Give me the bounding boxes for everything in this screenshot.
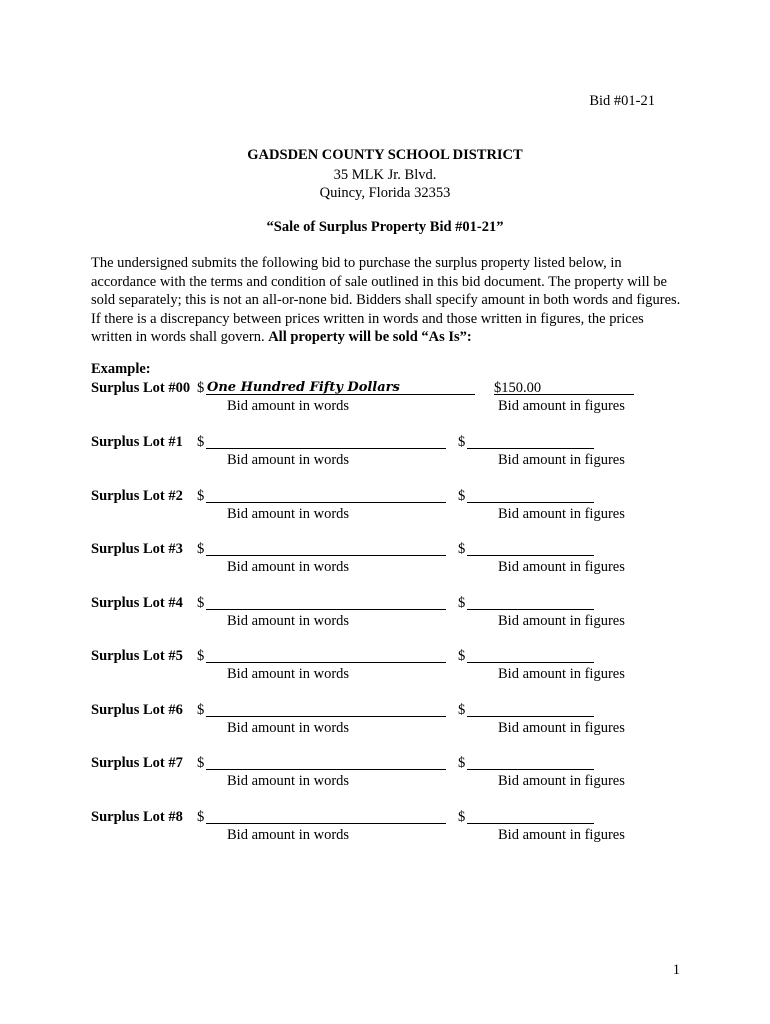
bid-figures-field[interactable] — [467, 555, 594, 556]
example-dollar-sign: $ — [197, 380, 205, 396]
words-dollar-sign: $ — [197, 488, 205, 504]
bid-figures-field[interactable] — [467, 716, 594, 717]
surplus-lot-row — [91, 595, 671, 635]
words-caption: Bid amount in words — [227, 613, 350, 629]
intro-bold-text: All property will be sold “As Is”: — [268, 329, 472, 346]
example-label: Example: — [91, 361, 151, 377]
figures-dollar-sign: $ — [458, 595, 466, 611]
surplus-lot-row — [91, 702, 671, 742]
bid-words-field[interactable] — [206, 555, 446, 556]
bid-figures-field[interactable] — [467, 609, 594, 610]
words-dollar-sign: $ — [197, 434, 205, 450]
example-words-value: One Hundred Fifty Dollars — [207, 380, 400, 395]
bid-words-field[interactable] — [206, 769, 446, 770]
figures-dollar-sign: $ — [458, 648, 466, 664]
bid-figures-field[interactable] — [467, 662, 594, 663]
surplus-lot-row — [91, 488, 671, 528]
document-title: “Sale of Surplus Property Bid #01-21” — [266, 219, 504, 235]
lot-name: Surplus Lot #5 — [91, 648, 183, 664]
lot-name: Surplus Lot #8 — [91, 809, 183, 825]
example-figures-caption: Bid amount in figures — [498, 398, 625, 414]
words-caption: Bid amount in words — [227, 559, 350, 575]
intro-text: The undersigned submits the following bid to purchase the surplus property listed below, in accordance with the terms and condition of sale outlined in this bid document. The property will be sold separately; this is not an all-or-none bid. Bidders shall specify amount in both words and figures. If there is a discrepancy between prices written in words and those written in figures, the prices written in words shall govern. — [91, 255, 681, 346]
figures-caption: Bid amount in figures — [498, 773, 625, 789]
surplus-lot-row — [91, 648, 671, 688]
lot-name: Surplus Lot #2 — [91, 488, 183, 504]
page-number: 1 — [672, 962, 680, 978]
intro-paragraph — [91, 254, 681, 347]
figures-dollar-sign: $ — [458, 702, 466, 718]
figures-caption: Bid amount in figures — [498, 506, 625, 522]
figures-caption: Bid amount in figures — [498, 452, 625, 468]
words-dollar-sign: $ — [197, 755, 205, 771]
figures-caption: Bid amount in figures — [498, 827, 625, 843]
lot-name: Surplus Lot #7 — [91, 755, 183, 771]
example-figures-value: $150.00 — [494, 380, 542, 396]
words-caption: Bid amount in words — [227, 827, 350, 843]
figures-dollar-sign: $ — [458, 755, 466, 771]
bid-words-field[interactable] — [206, 823, 446, 824]
figures-dollar-sign: $ — [458, 434, 466, 450]
figures-dollar-sign: $ — [458, 809, 466, 825]
words-caption: Bid amount in words — [227, 773, 350, 789]
bid-words-field[interactable] — [206, 662, 446, 663]
lot-name: Surplus Lot #6 — [91, 702, 183, 718]
bid-figures-field[interactable] — [467, 502, 594, 503]
bid-figures-field[interactable] — [467, 769, 594, 770]
bid-words-field[interactable] — [206, 609, 446, 610]
words-caption: Bid amount in words — [227, 452, 350, 468]
figures-caption: Bid amount in figures — [498, 559, 625, 575]
words-caption: Bid amount in words — [227, 506, 350, 522]
organization-name: GADSDEN COUNTY SCHOOL DISTRICT — [247, 147, 523, 163]
words-caption: Bid amount in words — [227, 666, 350, 682]
lot-name: Surplus Lot #1 — [91, 434, 183, 450]
bid-words-field[interactable] — [206, 716, 446, 717]
example-words-caption: Bid amount in words — [227, 398, 350, 414]
example-lot-name: Surplus Lot #00 — [91, 380, 191, 396]
words-dollar-sign: $ — [197, 648, 205, 664]
surplus-lot-row — [91, 541, 671, 581]
surplus-lot-row — [91, 434, 671, 474]
figures-dollar-sign: $ — [458, 541, 466, 557]
figures-caption: Bid amount in figures — [498, 666, 625, 682]
bid-number: Bid #01-21 — [589, 93, 655, 109]
figures-caption: Bid amount in figures — [498, 613, 625, 629]
figures-caption: Bid amount in figures — [498, 720, 625, 736]
bid-words-field[interactable] — [206, 448, 446, 449]
lot-name: Surplus Lot #4 — [91, 595, 183, 611]
bid-figures-field[interactable] — [467, 823, 594, 824]
address-line-2: Quincy, Florida 32353 — [319, 185, 451, 201]
words-dollar-sign: $ — [197, 595, 205, 611]
bid-words-field[interactable] — [206, 502, 446, 503]
surplus-lot-row — [91, 755, 671, 795]
words-dollar-sign: $ — [197, 809, 205, 825]
lot-name: Surplus Lot #3 — [91, 541, 183, 557]
figures-dollar-sign: $ — [458, 488, 466, 504]
words-caption: Bid amount in words — [227, 720, 350, 736]
address-line-1: 35 MLK Jr. Blvd. — [333, 167, 437, 183]
example-lot — [91, 380, 671, 420]
surplus-lot-row — [91, 809, 671, 849]
words-dollar-sign: $ — [197, 541, 205, 557]
words-dollar-sign: $ — [197, 702, 205, 718]
bid-figures-field[interactable] — [467, 448, 594, 449]
